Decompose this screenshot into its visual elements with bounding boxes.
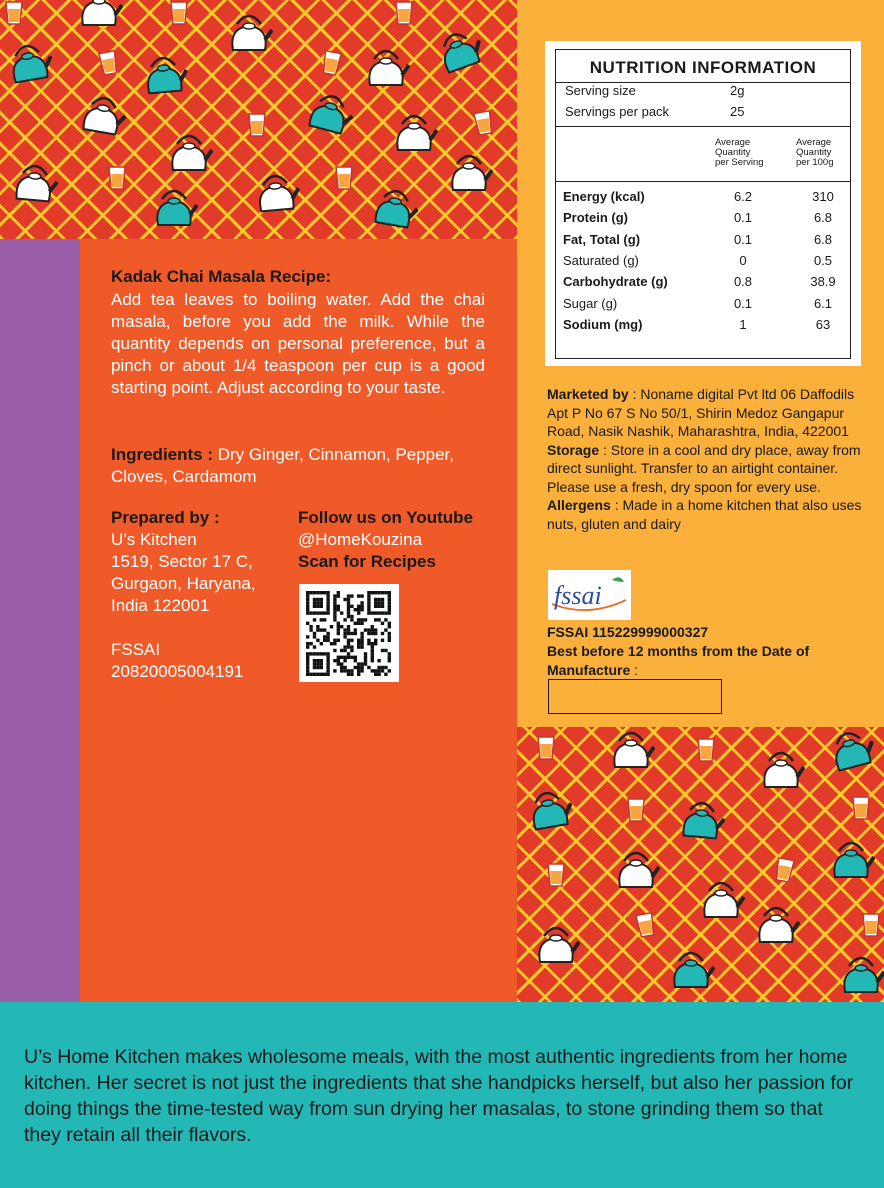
kettle-icon xyxy=(366,181,422,238)
storage-text: : Store in a cool and dry place, away from direct sunlight. Transfer to an airtight container. Please use a fresh, dry spoon for every use. xyxy=(547,441,861,495)
nutrient-label: Protein (g) xyxy=(563,210,628,226)
ingredients-text: Dry Ginger, Cinnamon, Pepper, Cloves, Cardamom xyxy=(111,445,454,486)
best-before: Best before 12 months from the Date of Manufacture xyxy=(547,643,810,678)
tea-glass-icon xyxy=(862,912,880,943)
kettle-icon xyxy=(150,185,198,234)
scan-label: Scan for Recipes xyxy=(298,552,436,571)
nutrition-row xyxy=(563,274,850,295)
tea-glass-icon xyxy=(248,112,266,143)
marketed-label: Marketed by xyxy=(547,386,629,402)
kettle-icon xyxy=(612,847,660,896)
kettle-icon xyxy=(827,837,875,886)
serving-size-label: Serving size xyxy=(565,83,636,98)
serving-size-value: 2g xyxy=(730,83,745,98)
chai-pattern-bottom xyxy=(517,727,884,1002)
manufacture-date-box xyxy=(548,679,722,714)
nutrition-table xyxy=(555,49,851,359)
tea-glass-icon xyxy=(772,856,795,890)
value-per-100g: 310 xyxy=(812,189,834,204)
fssai-license: FSSAI 115229999000327 Best before 12 months from the Date of Manufacture : xyxy=(547,624,810,678)
tea-glass-icon xyxy=(395,0,413,31)
nutrition-row xyxy=(563,296,850,317)
kettle-icon xyxy=(250,168,302,221)
prepared-by-label: Prepared by : xyxy=(111,508,220,527)
servings-value: 25 xyxy=(730,104,745,119)
allergens-text: : Made in a home kitchen that also uses nuts, gluten and dairy xyxy=(547,497,862,532)
kettle-icon xyxy=(752,902,800,951)
ingredients-label: Ingredients : xyxy=(111,445,214,464)
about-text: U’s Home Kitchen makes wholesome meals, with the most authentic ingredients from her home kitchen. Her secret is not just the ingredients that she handpicks herself, but also her passion for doing things the time-tested way from sun drying her masalas, to stone grinding them so that they retain all their flavors. xyxy=(24,1046,854,1146)
nutrition-row xyxy=(563,210,850,231)
value-per-serving: 0 xyxy=(739,252,747,268)
tea-glass-icon xyxy=(472,109,495,143)
kettle-icon xyxy=(74,88,130,145)
tea-glass-icon xyxy=(627,797,645,828)
storage-label: Storage xyxy=(547,441,600,458)
column-head-100g: Average Quantity per 100g xyxy=(796,137,834,168)
prepared-by xyxy=(111,507,291,683)
kettle-icon xyxy=(445,150,493,199)
kettle-icon xyxy=(138,50,190,103)
tea-glass-icon xyxy=(537,735,555,766)
value-per-serving: 0.1 xyxy=(733,210,753,226)
kettle-icon xyxy=(225,10,273,59)
recipe-text: Add tea leaves to boiling water. Add the chai masala, before you add the milk. While the quantity depends on personal preference, but a pinch or about 1/4 teaspoon per cup is a good starting point. Adjust according to your taste. xyxy=(111,290,485,397)
marketed-text: : Noname digital Pvt ltd 06 Daffodils Apt P No 67 S No 50/1, Shirin Medoz Gangapur Road, Nasik Nashik, Maharashtra, India, 422001 xyxy=(547,386,855,439)
value-per-serving: 0.1 xyxy=(733,295,753,311)
qr-code[interactable] xyxy=(299,584,399,682)
tea-glass-icon xyxy=(5,0,23,31)
tea-glass-icon xyxy=(852,795,870,826)
nutrient-label: Carbohydrate (g) xyxy=(563,274,668,290)
value-per-100g: 0.5 xyxy=(813,252,833,268)
tea-glass-icon xyxy=(97,49,120,83)
kitchen-name: U’s Kitchen xyxy=(111,530,197,549)
nutrition-title: NUTRITION INFORMATION xyxy=(589,58,817,77)
youtube-label: Follow us on Youtube xyxy=(298,508,474,527)
ingredients xyxy=(111,444,485,488)
value-per-serving: 0.8 xyxy=(733,274,753,290)
fssai-logo xyxy=(548,570,631,620)
column-head-serving: Average Quantity per Serving xyxy=(715,137,764,168)
kettle-icon xyxy=(697,877,745,926)
tea-glass-icon xyxy=(634,911,657,945)
kettle-icon xyxy=(299,85,358,145)
nutrient-label: Energy (kcal) xyxy=(563,189,645,204)
nutrition-row xyxy=(563,189,850,210)
nutrition-panel xyxy=(545,41,861,366)
kettle-icon xyxy=(390,110,438,159)
nutrient-label: Sodium (mg) xyxy=(563,316,643,332)
youtube-block xyxy=(298,507,498,573)
tea-glass-icon xyxy=(697,737,715,768)
value-per-serving: 6.2 xyxy=(733,189,753,204)
svg-text:fssai: fssai xyxy=(554,581,602,610)
nutrient-label: Sugar (g) xyxy=(563,295,618,311)
nutrition-row xyxy=(563,232,850,253)
nutrition-row xyxy=(563,253,850,274)
tea-glass-icon xyxy=(108,165,126,196)
recipe-title: Kadak Chai Masala Recipe: xyxy=(111,267,332,286)
tea-glass-icon xyxy=(335,165,353,196)
kettle-icon xyxy=(428,21,490,83)
kettle-icon xyxy=(1,36,57,93)
value-per-100g: 6.8 xyxy=(813,231,833,247)
kettle-icon xyxy=(757,747,805,796)
value-per-100g: 6.1 xyxy=(813,295,833,311)
address-line: Gurgaon, Haryana, xyxy=(111,574,256,593)
value-per-100g: 6.8 xyxy=(813,210,833,226)
kettle-icon xyxy=(837,952,884,1001)
servings-label: Servings per pack xyxy=(565,104,670,119)
kettle-icon xyxy=(521,783,577,840)
kettle-icon xyxy=(607,727,655,776)
allergens-label: Allergens xyxy=(547,497,611,513)
kettle-icon xyxy=(532,922,580,971)
value-per-serving: 1 xyxy=(739,316,747,332)
tea-glass-icon xyxy=(170,0,188,31)
fssai-label: FSSAI xyxy=(111,640,161,659)
kettle-icon xyxy=(75,0,123,34)
kettle-icon xyxy=(362,45,410,94)
chai-pattern-top xyxy=(0,0,517,239)
kettle-icon xyxy=(667,947,715,996)
nutrient-label: Fat, Total (g) xyxy=(563,231,641,247)
kettle-icon xyxy=(8,158,60,211)
purple-strip xyxy=(0,239,80,1002)
fssai-number: 20820005004191 xyxy=(111,662,244,681)
value-per-serving: 0.1 xyxy=(733,231,753,247)
nutrient-label: Saturated (g) xyxy=(563,252,639,268)
nutrition-row xyxy=(563,317,850,338)
value-per-100g: 38.9 xyxy=(810,274,836,290)
value-per-100g: 63 xyxy=(815,316,831,332)
kettle-icon xyxy=(165,130,213,179)
kettle-icon xyxy=(821,727,880,781)
tea-glass-icon xyxy=(547,862,565,893)
tea-glass-icon xyxy=(319,49,342,83)
kettle-icon xyxy=(675,795,727,848)
address-line: India 122001 xyxy=(111,596,210,615)
address-line: 1519, Sector 17 C, xyxy=(111,552,253,571)
marketed-info xyxy=(547,385,863,533)
youtube-handle[interactable]: @HomeKouzina xyxy=(298,530,423,549)
